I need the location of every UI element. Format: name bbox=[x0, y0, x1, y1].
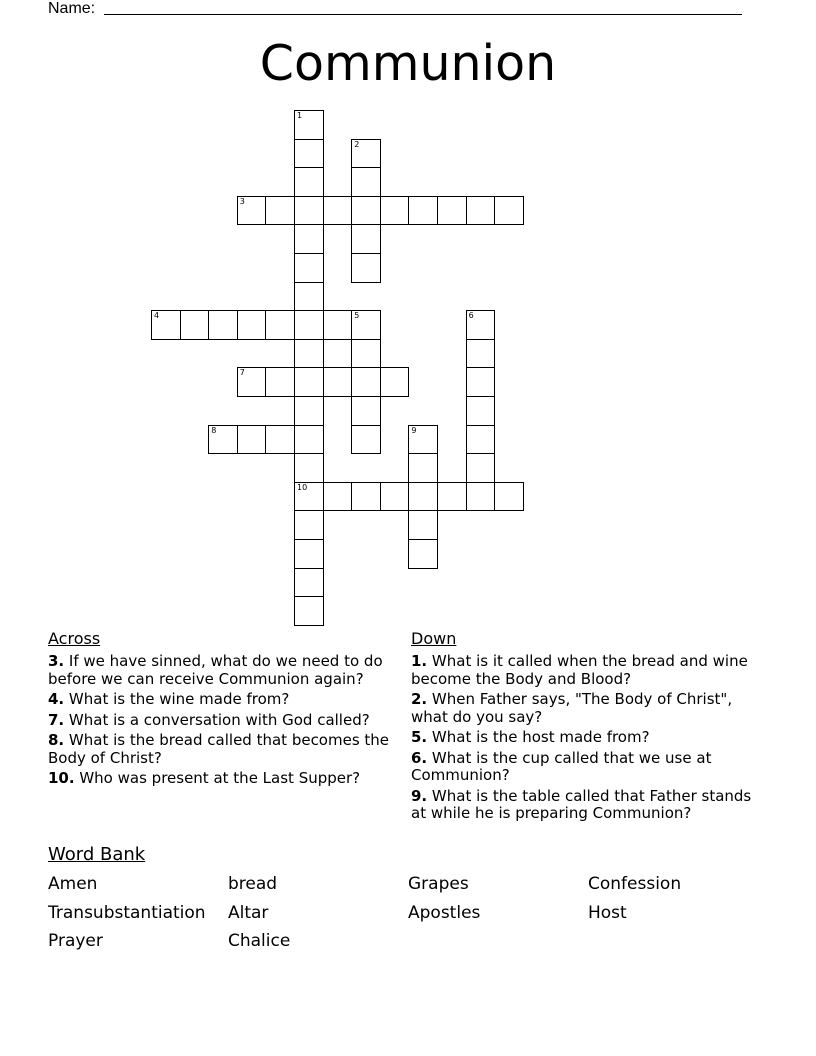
word-bank-word: Grapes bbox=[408, 874, 469, 894]
grid-cell[interactable] bbox=[351, 167, 381, 197]
grid-cell[interactable] bbox=[294, 396, 324, 426]
across-clue bbox=[48, 732, 408, 767]
grid-cell[interactable] bbox=[351, 196, 381, 226]
grid-cell[interactable] bbox=[466, 482, 496, 512]
grid-cell[interactable] bbox=[208, 425, 238, 455]
grid-cell[interactable] bbox=[323, 196, 353, 226]
clue-text: When Father says, "The Body of Christ", what do you say? bbox=[411, 690, 733, 726]
grid-cell[interactable] bbox=[351, 367, 381, 397]
grid-cell[interactable] bbox=[380, 482, 410, 512]
grid-cell[interactable] bbox=[294, 367, 324, 397]
name-label: Name: bbox=[48, 0, 96, 17]
clue-text: What is it called when the bread and wine become the Body and Blood? bbox=[411, 652, 748, 688]
word-bank-word: Transubstantiation bbox=[48, 903, 206, 923]
grid-cell[interactable] bbox=[437, 482, 467, 512]
clue-text: What is the table called that Father stands at while he is preparing Communion? bbox=[411, 786, 752, 822]
grid-cell[interactable] bbox=[294, 167, 324, 197]
clue-text: What is the wine made from? bbox=[64, 690, 290, 708]
grid-cell[interactable] bbox=[408, 482, 438, 512]
grid-cell[interactable] bbox=[323, 367, 353, 397]
grid-cell[interactable] bbox=[494, 482, 524, 512]
clue-number: 1 bbox=[297, 111, 303, 120]
clue-text: What is the host made from? bbox=[427, 728, 650, 746]
grid-cell[interactable] bbox=[408, 425, 438, 455]
grid-cell[interactable] bbox=[323, 482, 353, 512]
grid-cell[interactable] bbox=[466, 310, 496, 340]
grid-cell[interactable] bbox=[408, 539, 438, 569]
grid-cell[interactable] bbox=[466, 367, 496, 397]
grid-cell[interactable] bbox=[151, 310, 181, 340]
grid-cell[interactable] bbox=[294, 196, 324, 226]
grid-cell[interactable] bbox=[466, 339, 496, 369]
grid-cell[interactable] bbox=[437, 196, 467, 226]
grid-cell[interactable] bbox=[237, 310, 267, 340]
grid-cell[interactable] bbox=[466, 425, 496, 455]
grid-cell[interactable] bbox=[351, 310, 381, 340]
grid-cell[interactable] bbox=[351, 339, 381, 369]
grid-cell[interactable] bbox=[294, 253, 324, 283]
clue-number: 4 bbox=[154, 311, 160, 321]
across-clue bbox=[48, 770, 408, 788]
clue-number-label: 1. bbox=[411, 652, 428, 670]
down-clue bbox=[411, 653, 771, 688]
grid-cell[interactable] bbox=[237, 425, 267, 455]
grid-cell[interactable] bbox=[237, 367, 267, 397]
grid-cell[interactable] bbox=[494, 196, 524, 226]
grid-cell[interactable] bbox=[380, 367, 410, 397]
grid-cell[interactable] bbox=[294, 310, 324, 340]
grid-cell[interactable] bbox=[294, 282, 324, 312]
grid-cell[interactable] bbox=[294, 224, 324, 254]
clue-text: What is the bread called that becomes the Body of Christ? bbox=[48, 731, 390, 767]
clue-number: 9 bbox=[411, 425, 417, 435]
down-clue bbox=[411, 788, 771, 823]
grid-cell[interactable] bbox=[351, 482, 381, 512]
down-clues-list bbox=[411, 653, 771, 826]
grid-cell[interactable] bbox=[265, 425, 295, 455]
grid-cell[interactable] bbox=[265, 367, 295, 397]
word-bank-word: Altar bbox=[228, 903, 269, 923]
word-bank-word: Confession bbox=[588, 874, 682, 894]
clue-text: If we have sinned, what do we need to do before we can receive Communion again? bbox=[48, 652, 383, 688]
page-title: Communion bbox=[259, 35, 557, 92]
grid-cell[interactable] bbox=[380, 196, 410, 226]
grid-cell[interactable] bbox=[466, 453, 496, 483]
word-bank-word: Chalice bbox=[228, 931, 291, 951]
grid-cell[interactable] bbox=[294, 482, 324, 512]
grid-cell[interactable] bbox=[351, 139, 381, 169]
clue-number-label: 2. bbox=[411, 690, 428, 708]
clue-number-label: 5. bbox=[411, 728, 428, 746]
grid-cell[interactable] bbox=[294, 339, 324, 369]
grid-cell[interactable] bbox=[180, 310, 210, 340]
down-clue bbox=[411, 729, 771, 747]
across-clue bbox=[48, 653, 408, 688]
grid-cell[interactable] bbox=[237, 196, 267, 226]
clue-number-label: 7. bbox=[48, 710, 65, 729]
across-clue bbox=[48, 691, 408, 709]
word-bank-word: Apostles bbox=[408, 903, 481, 923]
grid-cell[interactable] bbox=[294, 510, 324, 540]
grid-cell[interactable] bbox=[351, 425, 381, 455]
grid-cell[interactable] bbox=[294, 453, 324, 483]
grid-cell[interactable] bbox=[408, 453, 438, 483]
grid-cell[interactable] bbox=[466, 196, 496, 226]
clue-number: 6 bbox=[468, 311, 474, 321]
grid-cell[interactable] bbox=[408, 510, 438, 540]
clue-number-label: 8. bbox=[48, 731, 65, 749]
clue-number: 3 bbox=[239, 196, 245, 206]
clue-text: What is the cup called that we use at Communion? bbox=[411, 748, 712, 784]
across-clues-list bbox=[48, 653, 408, 791]
grid-cell[interactable] bbox=[294, 596, 324, 626]
word-bank-heading: Word Bank bbox=[48, 844, 146, 865]
grid-cell[interactable] bbox=[294, 110, 324, 140]
down-clue bbox=[411, 750, 771, 785]
grid-cell[interactable] bbox=[323, 310, 353, 340]
grid-cell[interactable] bbox=[351, 253, 381, 283]
grid-cell[interactable] bbox=[265, 196, 295, 226]
word-bank-word: Amen bbox=[48, 874, 98, 894]
word-bank-word: Host bbox=[588, 903, 627, 923]
grid-cell[interactable] bbox=[408, 196, 438, 226]
grid-cell[interactable] bbox=[265, 310, 295, 340]
clue-number-label: 4. bbox=[48, 690, 65, 708]
across-clue bbox=[48, 712, 408, 730]
clue-number: 5 bbox=[354, 311, 360, 321]
word-bank-word: Prayer bbox=[48, 931, 103, 951]
grid-cell[interactable] bbox=[294, 425, 324, 455]
across-heading: Across bbox=[48, 629, 101, 648]
clue-number-label: 3. bbox=[48, 652, 65, 670]
grid-cell[interactable] bbox=[294, 539, 324, 569]
grid-cell[interactable] bbox=[294, 568, 324, 598]
grid-cell[interactable] bbox=[466, 396, 496, 426]
clue-number: 8 bbox=[211, 425, 217, 435]
grid-cell[interactable] bbox=[208, 310, 238, 340]
clue-text: What is a conversation with God called? bbox=[64, 710, 370, 729]
down-heading: Down bbox=[411, 629, 457, 648]
clue-number: 2 bbox=[354, 139, 360, 149]
clue-number: 10 bbox=[297, 482, 308, 492]
clue-number: 7 bbox=[239, 368, 245, 378]
clue-number-label: 10. bbox=[48, 769, 75, 787]
grid-cell[interactable] bbox=[294, 139, 324, 169]
word-bank-word: bread bbox=[228, 874, 278, 894]
clue-number-label: 6. bbox=[411, 748, 428, 767]
grid-cell[interactable] bbox=[351, 396, 381, 426]
down-clue bbox=[411, 691, 771, 726]
clue-number-label: 9. bbox=[411, 786, 428, 805]
clue-text: Who was present at the Last Supper? bbox=[74, 769, 361, 787]
grid-cell[interactable] bbox=[351, 224, 381, 254]
